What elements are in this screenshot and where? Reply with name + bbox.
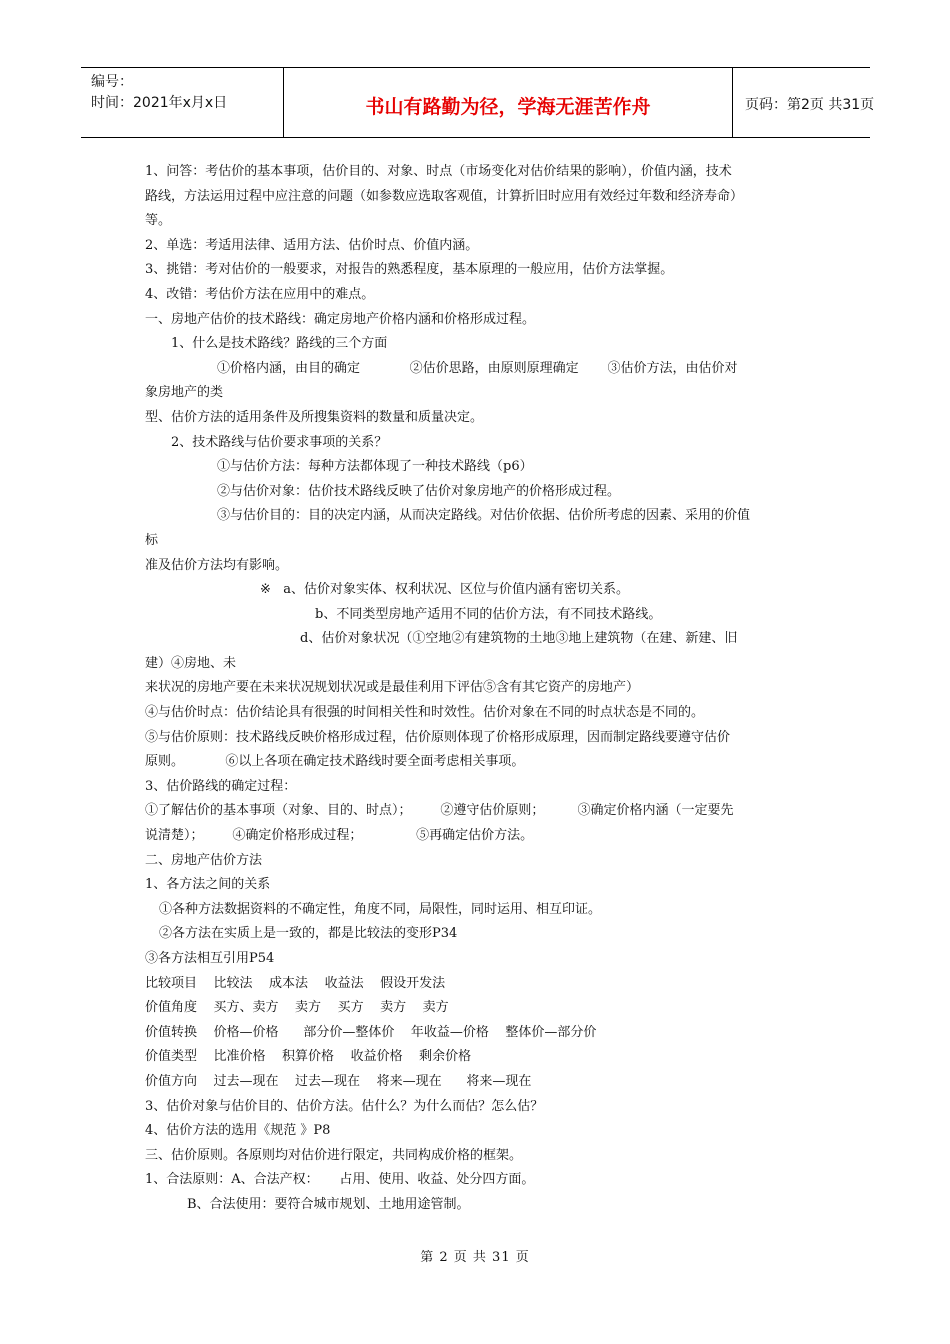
body-line: ※ a、估价对象实体、权利状况、区位与价值内涵有密切关系。 xyxy=(260,582,630,598)
header-page-cell xyxy=(733,68,875,137)
document-body xyxy=(145,160,807,1218)
body-line: d、估价对象状况（①空地②有建筑物的土地③地上建筑物（在建、新建、旧 xyxy=(300,631,738,647)
body-line: 价值类型 比准价格 积算价格 收益价格 剩余价格 xyxy=(145,1049,472,1065)
body-line: 3、挑错：考对估价的一般要求，对报告的熟悉程度，基本原理的一般应用，估价方法掌握。 xyxy=(145,262,674,278)
body-line: 价值角度 买方、卖方 卖方 买方 卖方 卖方 xyxy=(145,1000,449,1016)
body-line: 价值转换 价格—价格 部分价—整体价 年收益—价格 整体价—部分价 xyxy=(145,1024,597,1040)
body-line: ③各方法相互引用P54 xyxy=(145,951,275,966)
body-line: B、合法使用：要符合城市规划、土地用途管制。 xyxy=(187,1196,470,1212)
body-line: 来状况的房地产要在未来状况规划状况或是最佳利用下评估⑤含有其它资产的房地产） xyxy=(145,680,640,696)
body-line: 建）④房地、未 xyxy=(145,655,237,671)
body-line: 一、房地产估价的技术路线：确定房地产价格内涵和价格形成过程。 xyxy=(145,311,536,327)
body-line: 说清楚）； ④确定价格形成过程； ⑤再确定估价方法。 xyxy=(145,828,534,844)
body-line: 路线，方法运用过程中应注意的问题（如参数应选取客观值，计算折旧时应用有效经过年数和经济寿命） xyxy=(145,188,744,204)
header-motto-cell xyxy=(284,68,733,137)
header-page-label: 页码：第2页 共31页 xyxy=(745,97,875,113)
body-line: 等。 xyxy=(145,213,172,229)
body-line: 3、估价对象与估价目的、估价方法。估什么？为什么而估？怎么估？ xyxy=(145,1098,544,1114)
body-line: 2、单选：考适用法律、适用方法、估价时点、价值内涵。 xyxy=(145,237,479,253)
body-line: 二、房地产估价方法 xyxy=(145,852,263,868)
body-line: 4、改错：考估价方法在应用中的难点。 xyxy=(145,286,375,302)
document-date-label: 时间：2021年x月x日 xyxy=(91,95,228,111)
header-meta-cell xyxy=(81,68,284,137)
body-line: 1、什么是技术路线？路线的三个方面 xyxy=(171,336,388,352)
body-line: 象房地产的类 xyxy=(145,385,224,401)
body-line: 比较项目 比较法 成本法 收益法 假设开发法 xyxy=(145,975,446,991)
body-line: 3、估价路线的确定过程： xyxy=(145,778,297,794)
body-line: 准及估价方法均有影响。 xyxy=(145,557,289,573)
body-line: 4、估价方法的选用《规范 》P8 xyxy=(145,1123,331,1139)
body-line: 1、各方法之间的关系 xyxy=(145,877,271,893)
body-line: ⑤与估价原则：技术路线反映价格形成过程，估价原则体现了价格形成原理，因而制定路线要遵守估价 xyxy=(145,729,731,745)
body-line: 型、估价方法的适用条件及所搜集资料的数量和质量决定。 xyxy=(145,409,484,425)
body-line: 标 xyxy=(145,532,159,548)
body-line: ①价格内涵，由目的确定 ②估价思路，由原则原理确定 ③估价方法，由估价对 xyxy=(217,360,738,376)
body-line: ④与估价时点：估价结论具有很强的时间相关性和时效性。估价对象在不同的时点状态是不同的。 xyxy=(145,705,705,721)
page-header xyxy=(81,67,875,138)
body-line: b、不同类型房地产适用不同的估价方法，有不同技术路线。 xyxy=(315,606,662,622)
header-motto: 书山有路勤为径，学海无涯苦作舟 xyxy=(365,96,651,118)
document-number-label: 编号： xyxy=(91,74,133,90)
body-line: ③与估价目的：目的决定内涵，从而决定路线。对估价依据、估价所考虑的因素、采用的价值 xyxy=(217,508,751,524)
body-line: ①了解估价的基本事项（对象、目的、时点）； ②遵守估价原则； ③确定价格内涵（一定要先 xyxy=(145,803,734,819)
body-line: 三、估价原则。各原则均对估价进行限定，共同构成价格的框架。 xyxy=(145,1147,523,1163)
body-line: 价值方向 过去—现在 过去—现在 将来—现在 将来—现在 xyxy=(145,1073,532,1089)
body-line: ②与估价对象：估价技术路线反映了估价对象房地产的价格形成过程。 xyxy=(217,483,621,499)
body-line: 1、问答：考估价的基本事项，估价目的、对象、时点（市场变化对估价结果的影响），价值内涵，技术 xyxy=(145,164,732,179)
body-line: 原则。 ⑥以上各项在确定技术路线时要全面考虑相关事项。 xyxy=(145,754,525,770)
page-footer: 第 2 页 共 31 页 xyxy=(420,1250,530,1265)
body-line: ①与估价方法：每种方法都体现了一种技术路线（p6） xyxy=(217,459,533,475)
body-line: ②各方法在实质上是一致的，都是比较法的变形P34 xyxy=(159,926,458,942)
body-line: 2、技术路线与估价要求事项的关系？ xyxy=(171,434,388,450)
body-line: 1、合法原则：A、合法产权： 占用、使用、收益、处分四方面。 xyxy=(145,1172,535,1188)
body-line: ①各种方法数据资料的不确定性，角度不同，局限性，同时运用、相互印证。 xyxy=(159,901,602,917)
